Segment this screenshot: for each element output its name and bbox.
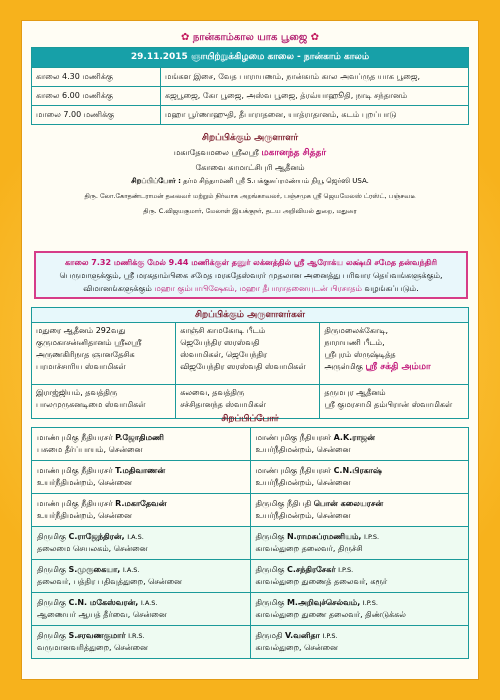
officer-title: திருமதி [255, 631, 283, 640]
guest-line3 [22, 177, 478, 186]
blesser-line: கலவை, தவத்திரு [180, 388, 245, 397]
blesser-line: ஸ்ரீபுரம் ஸ்ருஷ்டித்த [324, 350, 396, 359]
blesser-line: காஞ்சி காமகோடி பீடம் [180, 326, 266, 335]
officer-post: வருமானவரித்துறை, சென்னை [37, 643, 148, 652]
guest-line1 [22, 148, 478, 159]
blesser-prefix: அருள்மிகு [324, 362, 363, 371]
blesser-line: நாராயணி பீடம், [324, 338, 385, 347]
blesser-cell [176, 323, 320, 385]
blesser-line: இராஜ்ஜியம், தவத்திரு [36, 388, 118, 397]
schedule-time: காலை 4.30 மணிக்கு [32, 68, 161, 87]
officer-suffix: I.A.S. [127, 533, 144, 541]
judge-title: மாண்புமிகு நீதியரசர் [37, 466, 113, 475]
schedule-title: 29.11.2015 ஞாயிற்றுக்கிழமை காலை - நான்காம் காலம் [32, 48, 469, 68]
blesser-line: ஸ்வாமிகள், ஜெயேந்திர [180, 350, 268, 359]
schedule-event: மங்கள இசை, வேத பாராயணம், நான்காம் கால அவப்ருத யாக பூஜை, [161, 68, 469, 87]
dignitaries-section-title: சிறப்பிப்போர் [221, 414, 279, 424]
officer-cell [32, 527, 251, 560]
blesser-line: மதுரை ஆதீனம் 292வது [36, 326, 126, 335]
schedule-table [31, 47, 469, 125]
officer-cell [250, 626, 469, 659]
judge-name: பொன் கலையரசன் [313, 499, 384, 508]
announcement-line3a: விமானங்களுக்கும் [83, 284, 152, 293]
officer-post: காவல்துறை துணைத் தலைவர், கரூர் [255, 577, 388, 586]
officer-suffix: I.A.S. [140, 599, 158, 607]
judge-post: பசுமை தீர்ப்பாயம், சென்னை [37, 445, 143, 454]
officers-table [31, 526, 469, 659]
guest-line2: கோவை காமாட்சிபுரி ஆதீனம் [195, 163, 305, 172]
judge-post: உயர்நீதிமன்றம், சென்னை [37, 511, 132, 520]
judge-title: மாண்புமிகு நீதியரசர் [255, 433, 332, 442]
blesser-cell [32, 323, 176, 385]
blesser-line: சச்சிதானந்த ஸ்வாமிகள் [180, 400, 267, 409]
guest-line3-text: தர்ம சிந்தாமணி ஸ்ரீ S.பக்குசுப்ரமண்யம் நியூ ஜெர்ஸி USA. [183, 177, 369, 185]
judge-post: உயர்நீதிமன்றம், சென்னை [255, 511, 351, 520]
officer-suffix: I.P.S. [322, 632, 338, 640]
schedule-row [32, 106, 469, 125]
judge-cell [250, 494, 469, 527]
judge-name: P.ஜோதிமணி [115, 433, 164, 442]
officer-suffix: I.R.S. [128, 632, 145, 640]
announcement-line3 [36, 282, 466, 295]
blesser-line: ஸ்ரீ குமரசாமி தம்பிரான் ஸ்வாமிகள் [324, 400, 453, 409]
officer-post: காவல்துறை தலைவர், திருச்சி [255, 544, 363, 553]
guest-section-title: சிறப்பிக்கும் அருளாளர் [201, 133, 299, 143]
ornament-right-icon: ✿ [310, 32, 320, 43]
officer-suffix: I.P.S. [338, 566, 354, 574]
officer-name: C.ராஜேந்திரன், [68, 532, 125, 541]
officer-cell [250, 560, 469, 593]
judge-cell [32, 428, 251, 461]
judge-post: உயர்நீதிமன்றம், சென்னை [255, 445, 351, 454]
judge-post: உயர்நீதிமன்றம், சென்னை [255, 478, 351, 487]
blessers-section-title: சிறப்பிக்கும் அருளாளர்கள் [32, 308, 469, 323]
officer-name: S.சரவணகுமார் [68, 631, 126, 640]
schedule-event: மஹா பூர்ணாஹுதி, தீபாராதனை, யாத்ராதானம், கடம் புறப்பாடு [161, 106, 469, 125]
judge-title: திருமிகு நீதிபதி [255, 499, 312, 508]
judge-title: மாண்புமிகு நீதியரசர் [37, 499, 113, 508]
guest-line3-label: சிறப்பிப்போர் : [131, 177, 181, 185]
blesser-line: தருமபுர ஆதீனம் [324, 388, 386, 397]
officer-name: C.N. மகேஸ்வரன், [68, 598, 139, 607]
blesser-line: பாலமுருகனடிமை ஸ்வாமிகள் [36, 400, 146, 409]
schedule-row [32, 68, 469, 87]
announcement-line3c: வழங்கப்படும். [364, 284, 419, 293]
blesser-line: திருமலைக்கோடி, [324, 326, 389, 335]
officer-title: திருமிகு [37, 565, 66, 574]
judge-title: மாண்புமிகு நீதியரசர் [37, 433, 113, 442]
judge-post: உயர்நீதிமன்றம், சென்னை [37, 478, 132, 487]
guest-prefix: மகாதேவமலை ஸ்ரீலஸ்ரீ [173, 148, 259, 157]
judge-cell [32, 461, 251, 494]
officer-suffix: I.P.S. [362, 599, 378, 607]
schedule-time: மாலை 7.00 மணிக்கு [32, 106, 161, 125]
judge-name: T.மதிவாணன் [115, 466, 166, 475]
guest-line4: திரு. லோ.கோதண்டராமன் தலைவர் மற்றும் நிர்வாக அறங்காவலர், பஞ்சமுக ஸ்ரீ ஜெயமேலஸ் ட்ரஸ்ட், பஞ்சவடீ [84, 192, 416, 200]
officer-cell [250, 593, 469, 626]
officer-title: திருமிகு [255, 532, 285, 541]
ornament-left-icon: ✿ [180, 32, 193, 43]
blesser-line: ஜெயேந்திர ஸரஸ்வதி [180, 338, 260, 347]
schedule-time: காலை 6.00 மணிக்கு [32, 87, 161, 106]
officer-name: C.சந்திரசேகர் [286, 565, 336, 574]
judge-cell [32, 494, 251, 527]
blesser-line: விஜயேந்திர ஸரஸ்வதி ஸ்வாமிகள் [180, 362, 306, 371]
judge-title: மாண்புமிகு நீதியரசர் [255, 466, 332, 475]
officer-title: திருமிகு [37, 532, 66, 541]
officer-cell [250, 527, 469, 560]
officer-cell [32, 626, 251, 659]
blesser-line: அருணகிரிநாத ஞானதேசிக [36, 350, 135, 359]
officer-name: V.வனிதா [285, 631, 320, 640]
guest-name: மகானந்த சித்தர் [261, 148, 327, 158]
judge-cell [250, 428, 469, 461]
schedule-event: கஜபூஜை, கோ பூஜை, அஸ்வ பூஜை, த்ரவ்யாஹூதி, நாடி சந்தானம் [161, 87, 469, 106]
officer-title: திருமிகு [37, 598, 66, 607]
judge-name: A.K.ராஜன் [333, 433, 375, 442]
schedule-row [32, 87, 469, 106]
page-heading [22, 32, 478, 44]
blesser-line [324, 361, 464, 373]
blesser-line: பரமாச்சாரிய ஸ்வாமிகள் [36, 362, 126, 371]
judge-cell [250, 461, 469, 494]
officer-title: திருமிகு [255, 598, 285, 607]
judge-name: R.மகாதேவன் [115, 499, 167, 508]
blesser-name: ஸ்ரீ சக்தி அம்மா [365, 362, 431, 372]
judge-name: C.N.பிரகாஷ் [333, 466, 382, 475]
announcement-line2: பெருமாளுக்கும், ஸ்ரீ மரகதாம்பிகை சமேத மரகதேஸ்வரர் முதலான அனைத்து பரிவார தெய்வங்களுக்கும், [59, 271, 443, 280]
officer-name: N.ராமசுப்ரமணியம், [286, 532, 362, 541]
announcement-line3b: மஹா கும்பாபிஷேகம், மஹா தீபாராதனையுடன் பிரசாதம் [154, 284, 362, 293]
blessers-table [31, 307, 469, 419]
officer-post: காவல்துறை, சென்னை [255, 643, 338, 652]
officer-suffix: I.P.S. [363, 533, 380, 541]
officer-name: M.அறிவுச்செல்வம், [286, 598, 361, 607]
blesser-cell [320, 323, 469, 385]
announcement-line1: காலை 7.32 மணிக்கு மேல் 9.44 மணிக்குள் தனுர் லக்னத்தில் ஸ்ரீ ஆரோக்ய லக்ஷ்மி சமேத தன்வந்திரி [65, 258, 437, 267]
officer-post: தலைவர், பத்திர பதிவுத்துறை, சென்னை [37, 577, 182, 586]
officer-name: S.முருகையா, [68, 565, 121, 574]
officer-cell [32, 593, 251, 626]
officer-suffix: I.A.S. [122, 566, 140, 574]
heading-text: நான்காம்கால யாக பூஜை [192, 32, 308, 43]
officer-post: தலைமை செயலகம், சென்னை [37, 544, 148, 553]
officer-post: காவல்துறை துணை தலைவர், திண்டுக்கல் [255, 610, 406, 619]
guest-line5: திரு. C.விஜயகுமார், மேலாள் இயக்குநர், தடய அறிவியல் துறை, மதுரை [143, 207, 357, 215]
officer-post: ஆணையர் ஆயத் தீர்வை, சென்னை [37, 610, 167, 619]
judges-table [31, 427, 469, 527]
officer-cell [32, 560, 251, 593]
announcement-box [34, 251, 468, 299]
blesser-line: குருமகாசன்னிதானம் ஸ்ரீலஸ்ரீ [36, 338, 142, 347]
officer-title: திருமிகு [37, 631, 66, 640]
officer-title: திருமிகு [255, 565, 285, 574]
invitation-page [21, 20, 479, 680]
